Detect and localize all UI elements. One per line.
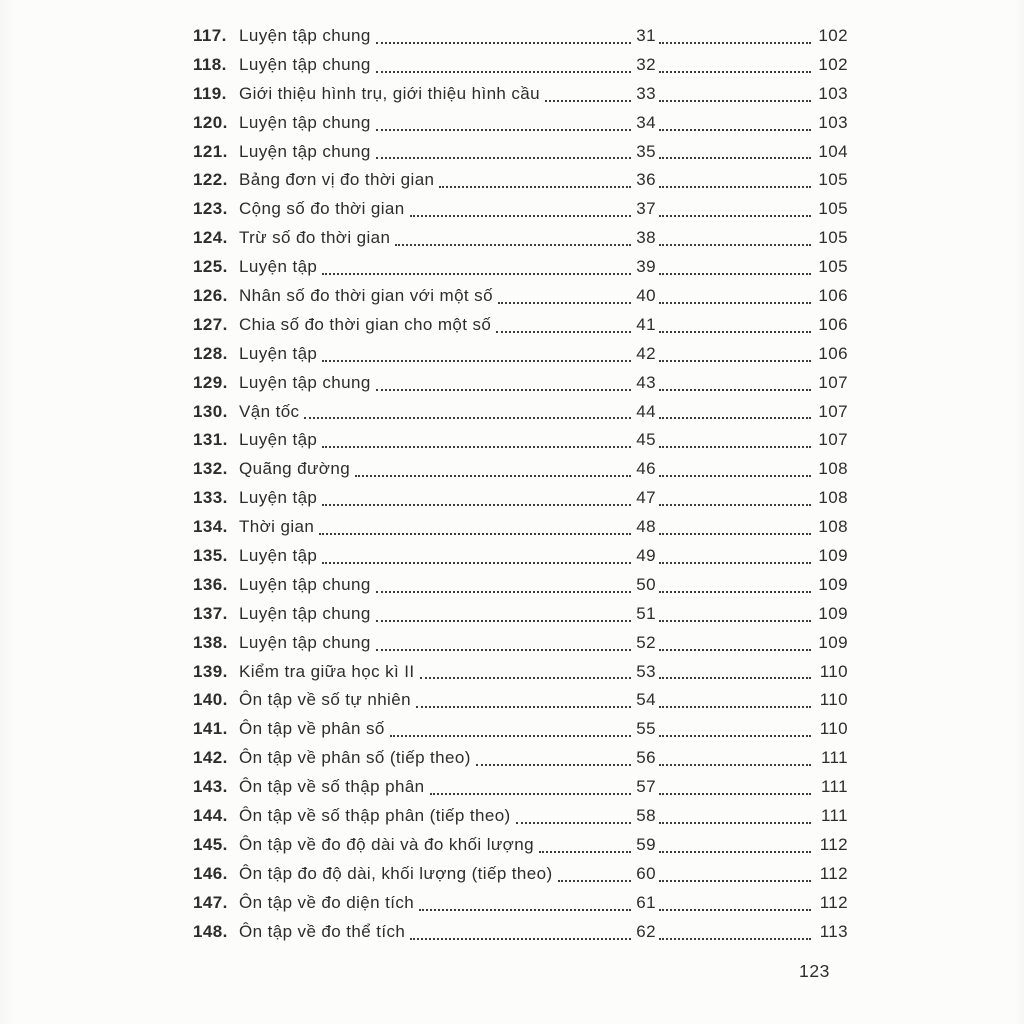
toc-entry-number: 117. xyxy=(193,26,227,45)
toc-entry-number: 118. xyxy=(193,54,227,74)
toc-row xyxy=(193,426,848,455)
toc-row xyxy=(193,831,848,860)
toc-page-ref: 106 xyxy=(818,314,848,334)
toc-page-ref: 107 xyxy=(818,430,848,450)
dot-leader xyxy=(656,282,814,311)
dot-leader xyxy=(656,311,814,340)
dot-leader xyxy=(656,831,814,860)
toc-row xyxy=(193,80,848,109)
toc-row xyxy=(193,138,848,167)
toc-row xyxy=(193,484,848,513)
dot-leader xyxy=(656,802,814,831)
toc-page-ref: 104 xyxy=(818,141,848,161)
toc-lesson-number: 39 xyxy=(636,257,656,277)
toc-lesson-number: 35 xyxy=(636,141,656,161)
dot-leader xyxy=(656,138,814,167)
toc-row xyxy=(193,773,848,802)
toc-row xyxy=(193,889,848,918)
dot-leader xyxy=(656,571,814,600)
toc-page-ref: 109 xyxy=(818,632,848,652)
dot-leader xyxy=(656,22,814,51)
toc-entry-title: Luyện tập xyxy=(239,257,318,277)
toc-row xyxy=(193,282,848,311)
toc-entry-title: Luyện tập xyxy=(239,343,318,363)
toc-entry-number: 146. xyxy=(193,863,228,883)
toc-entry-number: 130. xyxy=(193,401,228,421)
toc-page-ref: 109 xyxy=(818,546,848,566)
toc-page-ref: 111 xyxy=(820,806,848,826)
toc-lesson-number: 57 xyxy=(636,777,656,797)
dot-leader xyxy=(373,571,634,600)
toc-entry-title: Ôn tập về số thập phân xyxy=(239,777,425,797)
dot-leader xyxy=(392,224,634,253)
dot-leader xyxy=(656,455,814,484)
toc-entry-title: Ôn tập về số thập phân (tiếp theo) xyxy=(239,806,511,826)
dot-leader xyxy=(407,918,634,947)
dot-leader xyxy=(373,51,634,80)
dot-leader xyxy=(319,253,634,282)
toc-entry-number: 127. xyxy=(193,314,228,334)
toc-page-ref: 112 xyxy=(819,892,848,912)
toc-lesson-number: 33 xyxy=(636,83,656,103)
dot-leader xyxy=(536,831,634,860)
toc-lesson-number: 31 xyxy=(636,26,656,45)
dot-leader xyxy=(656,426,814,455)
toc-row xyxy=(193,571,848,600)
dot-leader xyxy=(373,629,634,658)
toc-entry-number: 139. xyxy=(193,661,228,681)
toc-page-ref: 105 xyxy=(818,257,848,277)
toc-page-ref: 105 xyxy=(818,228,848,248)
dot-leader xyxy=(319,484,634,513)
toc-row xyxy=(193,542,848,571)
toc-lesson-number: 46 xyxy=(636,459,656,479)
toc-row xyxy=(193,109,848,138)
toc-row xyxy=(193,22,848,51)
toc-entry-number: 145. xyxy=(193,834,228,854)
toc-page-ref: 110 xyxy=(819,661,848,681)
toc-page-ref: 109 xyxy=(818,574,848,594)
toc-entry-number: 121. xyxy=(193,141,228,161)
dot-leader xyxy=(656,889,814,918)
dot-leader xyxy=(413,686,634,715)
toc-row xyxy=(193,744,848,773)
dot-leader xyxy=(436,166,634,195)
toc-row xyxy=(193,369,848,398)
toc-row xyxy=(193,629,848,658)
toc-entry-title: Vận tốc xyxy=(239,401,300,421)
toc-entry-title: Ôn tập về đo độ dài và đo khối lượng xyxy=(239,834,534,854)
toc-entry-title: Kiểm tra giữa học kì II xyxy=(239,661,415,681)
toc-page-ref: 113 xyxy=(819,921,848,941)
toc-entry-title: Luyện tập xyxy=(239,546,318,566)
toc-page-ref: 102 xyxy=(818,54,848,74)
dot-leader xyxy=(656,484,814,513)
toc-entry-number: 131. xyxy=(193,430,228,450)
toc-lesson-number: 43 xyxy=(636,372,656,392)
toc-entry-number: 120. xyxy=(193,112,228,132)
dot-leader xyxy=(656,860,814,889)
dot-leader xyxy=(656,253,814,282)
toc-entry-title: Ôn tập về đo diện tích xyxy=(239,892,415,912)
toc-entry-number: 119. xyxy=(193,83,227,103)
toc-entry-number: 133. xyxy=(193,488,228,508)
toc-lesson-number: 53 xyxy=(636,661,656,681)
toc-entry-title: Ôn tập về phân số xyxy=(239,719,385,739)
dot-leader xyxy=(417,658,634,687)
toc-entry-title: Ôn tập về phân số (tiếp theo) xyxy=(239,748,471,768)
toc-entry-number: 140. xyxy=(193,690,228,710)
toc-page-ref: 112 xyxy=(819,863,848,883)
dot-leader xyxy=(555,860,634,889)
dot-leader xyxy=(373,138,634,167)
toc-page-ref: 105 xyxy=(818,199,848,219)
toc-row xyxy=(193,715,848,744)
dot-leader xyxy=(407,195,634,224)
toc-lesson-number: 61 xyxy=(636,892,656,912)
toc-entry-title: Ôn tập về số tự nhiên xyxy=(239,690,411,710)
toc-entry-title: Luyện tập xyxy=(239,430,318,450)
dot-leader xyxy=(316,513,634,542)
dot-leader xyxy=(513,802,634,831)
toc-entry-number: 135. xyxy=(193,546,228,566)
dot-leader xyxy=(319,340,634,369)
dot-leader xyxy=(656,195,814,224)
page-number: 123 xyxy=(799,961,830,981)
toc-entry-title: Luyện tập chung xyxy=(239,574,371,594)
toc-entry-number: 123. xyxy=(193,199,228,219)
toc-entry-title: Luyện tập chung xyxy=(239,603,371,623)
dot-leader xyxy=(656,369,814,398)
dot-leader xyxy=(656,224,814,253)
toc-entry-number: 128. xyxy=(193,343,228,363)
toc-row xyxy=(193,455,848,484)
toc-entry-number: 125. xyxy=(193,257,228,277)
toc-lesson-number: 36 xyxy=(636,170,656,190)
toc-page-ref: 106 xyxy=(818,343,848,363)
dot-leader xyxy=(352,455,634,484)
dot-leader xyxy=(373,369,634,398)
dot-leader xyxy=(656,629,814,658)
toc-lesson-number: 62 xyxy=(636,921,656,941)
toc-page-ref: 107 xyxy=(818,372,848,392)
toc-lesson-number: 50 xyxy=(636,574,656,594)
dot-leader xyxy=(416,889,634,918)
dot-leader xyxy=(656,600,814,629)
toc-page-ref: 103 xyxy=(818,112,848,132)
toc-lesson-number: 56 xyxy=(636,748,656,768)
toc-entry-title: Luyện tập chung xyxy=(239,372,371,392)
toc-page-ref: 108 xyxy=(818,459,848,479)
dot-leader xyxy=(656,715,814,744)
toc-entry-title: Luyện tập chung xyxy=(239,54,371,74)
dot-leader xyxy=(656,109,814,138)
toc-row xyxy=(193,686,848,715)
dot-leader xyxy=(495,282,634,311)
toc-row xyxy=(193,860,848,889)
toc-entry-number: 126. xyxy=(193,286,228,306)
toc-entry-number: 137. xyxy=(193,603,228,623)
dot-leader xyxy=(656,542,814,571)
toc-lesson-number: 37 xyxy=(636,199,656,219)
toc-entry-title: Luyện tập chung xyxy=(239,26,371,45)
toc-lesson-number: 34 xyxy=(636,112,656,132)
toc-entry-number: 122. xyxy=(193,170,228,190)
toc-page-ref: 112 xyxy=(819,834,848,854)
toc-lesson-number: 60 xyxy=(636,863,656,883)
toc-lesson-number: 48 xyxy=(636,517,656,537)
toc-lesson-number: 40 xyxy=(636,286,656,306)
toc-entry-title: Giới thiệu hình trụ, giới thiệu hình cầu xyxy=(239,83,541,103)
toc-entry-title: Ôn tập về đo thể tích xyxy=(239,921,406,941)
toc-entry-number: 124. xyxy=(193,228,228,248)
dot-leader xyxy=(373,22,634,51)
toc-row xyxy=(193,166,848,195)
toc-lesson-number: 41 xyxy=(636,314,656,334)
toc-page-ref: 108 xyxy=(818,517,848,537)
dot-leader xyxy=(656,398,814,427)
toc-entry-title: Chia số đo thời gian cho một số xyxy=(239,314,492,334)
toc-page-ref: 110 xyxy=(819,719,848,739)
toc-entry-title: Luyện tập chung xyxy=(239,141,371,161)
dot-leader xyxy=(319,426,634,455)
toc-entry-title: Ôn tập đo độ dài, khối lượng (tiếp theo) xyxy=(239,863,553,883)
dot-leader xyxy=(387,715,634,744)
toc-row xyxy=(193,51,848,80)
toc-entry-title: Luyện tập chung xyxy=(239,632,371,652)
dot-leader xyxy=(656,166,814,195)
toc-page-ref: 103 xyxy=(818,83,848,103)
toc-entry-number: 132. xyxy=(193,459,228,479)
dot-leader xyxy=(473,744,634,773)
toc-row xyxy=(193,224,848,253)
dot-leader xyxy=(493,311,634,340)
dot-leader xyxy=(656,918,814,947)
dot-leader xyxy=(301,398,634,427)
toc-lesson-number: 38 xyxy=(636,228,656,248)
toc-row xyxy=(193,340,848,369)
toc-lesson-number: 52 xyxy=(636,632,656,652)
toc-entry-title: Nhân số đo thời gian với một số xyxy=(239,286,493,306)
dot-leader xyxy=(656,513,814,542)
toc-row xyxy=(193,600,848,629)
toc-entry-number: 141. xyxy=(193,719,228,739)
dot-leader xyxy=(373,600,634,629)
toc-lesson-number: 54 xyxy=(636,690,656,710)
toc-row xyxy=(193,658,848,687)
toc-row xyxy=(193,195,848,224)
dot-leader xyxy=(656,744,814,773)
toc-entry-title: Trừ số đo thời gian xyxy=(239,228,391,248)
toc-entry-number: 143. xyxy=(193,777,228,797)
toc-entry-number: 138. xyxy=(193,632,228,652)
toc-entry-number: 148. xyxy=(193,921,228,941)
toc-page-ref: 102 xyxy=(818,26,848,45)
dot-leader xyxy=(542,80,634,109)
toc-lesson-number: 55 xyxy=(636,719,656,739)
toc-row xyxy=(193,918,848,947)
toc-row xyxy=(193,802,848,831)
toc-row xyxy=(193,311,848,340)
toc-entry-number: 129. xyxy=(193,372,228,392)
dot-leader xyxy=(373,109,634,138)
toc-page-ref: 109 xyxy=(818,603,848,623)
toc-lesson-number: 47 xyxy=(636,488,656,508)
dot-leader xyxy=(319,542,634,571)
dot-leader xyxy=(656,80,814,109)
toc-entry-number: 144. xyxy=(193,806,228,826)
toc-row xyxy=(193,513,848,542)
dot-leader xyxy=(656,51,814,80)
toc-page-ref: 108 xyxy=(818,488,848,508)
toc-entry-title: Luyện tập xyxy=(239,488,318,508)
dot-leader xyxy=(656,658,814,687)
toc-entry-number: 136. xyxy=(193,574,228,594)
toc-page-ref: 111 xyxy=(820,777,848,797)
toc-page-ref: 106 xyxy=(818,286,848,306)
toc-row xyxy=(193,253,848,282)
toc-list xyxy=(193,22,848,947)
toc-page-ref: 107 xyxy=(818,401,848,421)
toc-entry-number: 147. xyxy=(193,892,228,912)
toc-entry-number: 142. xyxy=(193,748,228,768)
toc-lesson-number: 58 xyxy=(636,806,656,826)
dot-leader xyxy=(656,340,814,369)
toc-lesson-number: 42 xyxy=(636,343,656,363)
toc-lesson-number: 51 xyxy=(636,603,656,623)
toc-page-ref: 110 xyxy=(819,690,848,710)
toc-page-ref: 105 xyxy=(818,170,848,190)
dot-leader xyxy=(656,773,814,802)
toc-entry-title: Bảng đơn vị đo thời gian xyxy=(239,170,435,190)
toc-row xyxy=(193,398,848,427)
toc-lesson-number: 32 xyxy=(636,54,656,74)
toc-entry-title: Luyện tập chung xyxy=(239,112,371,132)
dot-leader xyxy=(656,686,814,715)
toc-lesson-number: 44 xyxy=(636,401,656,421)
toc-entry-title: Quãng đường xyxy=(239,459,351,479)
toc-lesson-number: 45 xyxy=(636,430,656,450)
toc-entry-title: Cộng số đo thời gian xyxy=(239,199,405,219)
toc-entry-title: Thời gian xyxy=(239,517,315,537)
toc-lesson-number: 49 xyxy=(636,546,656,566)
toc-page-ref: 111 xyxy=(820,748,848,768)
toc-entry-number: 134. xyxy=(193,517,228,537)
dot-leader xyxy=(427,773,634,802)
toc-lesson-number: 59 xyxy=(636,834,656,854)
